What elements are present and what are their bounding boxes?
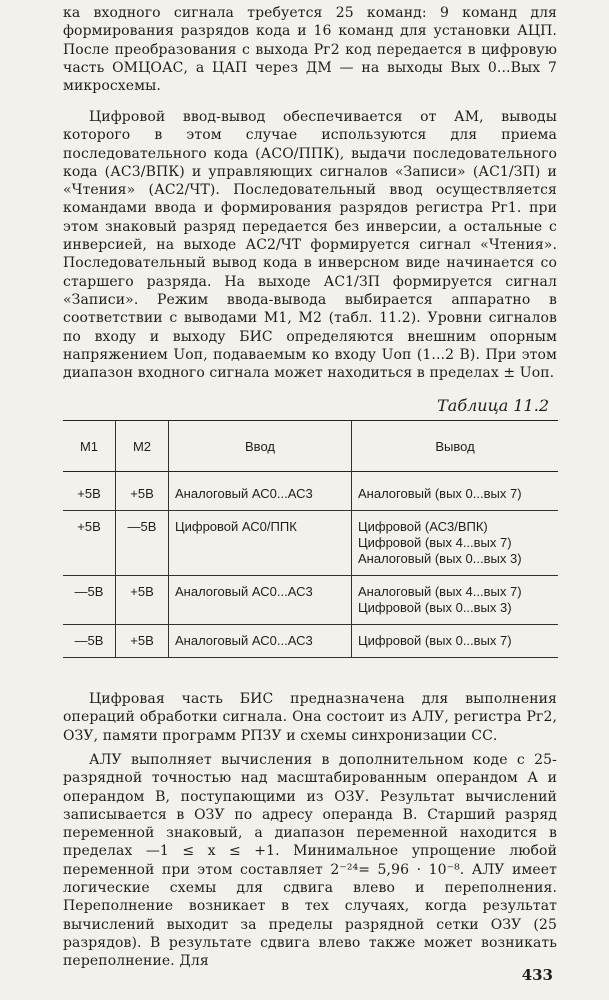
table-row	[63, 576, 558, 625]
header-input: Ввод	[169, 421, 352, 472]
output-line: Аналоговый (вых 0...вых 7)	[358, 486, 522, 501]
cell-output	[352, 576, 559, 625]
output-line: Цифровой (вых 0...вых 7)	[358, 633, 512, 648]
cell-m1: —5В	[74, 584, 104, 599]
header-output: Вывод	[352, 421, 559, 472]
paragraph-digital-io: Цифровой ввод-вывод обеспечивается от АМ, выводы которого в этом случае используются для приема последовательного кода (АСО/ППК), выдачи последовательного кода (АС3/ВПК) и управляющих сигналов «Записи» (АС1/ЗП) и «Чтения» (АС2/ЧТ). Последовательный ввод осуществляется командами ввода и формирования разрядов регистра Рг1. при этом знаковый разряд передается без инверсии, а остальные с инверсией, на выходе АС2/ЧТ формируется сигнал «Чтения». Последовательный вывод кода в инверсном виде начинается со старшего разряда. На выходе АС1/ЗП формируется сигнал «Записи». Режим ввода-вывода выбирается аппаратно в соответствии с выводами М1, М2 (табл. 11.2). Уровни сигналов по входу и выходу БИС определяются внешним опорным напряжением Uоп, подаваемым ко входу Uоп (1...2 В). При этом диапазон входного сигнала может находиться в пределах ± Uоп.	[63, 109, 557, 382]
paragraph-alu: АЛУ выполняет вычисления в дополнительном коде с 25-разрядной точностью над масштабированным операндом А и операндом В, поступающими из ОЗУ. Результат вычислений записывается в ОЗУ по адресу операнда В. Старший разряд переменной знаковый, а диапазон переменной находится в пределах —1 ≤ x ≤ +1. Минимальное упрощение любой переменной при этом составляет 2⁻²⁴= 5,96 · 10⁻⁸. АЛУ имеет логические схемы для сдвига влево и переполнения. Переполнение возникает в тех случаях, когда результат вычислений выходит за пределы разрядной сетки ОЗУ (25 разрядов). В результате сдвига влево также может возникать переполнение. Для	[63, 752, 557, 970]
table-row	[63, 472, 558, 511]
header-m2: M2	[116, 421, 169, 472]
cell-input: Цифровой АС0/ППК	[169, 511, 352, 576]
output-line: Аналоговый (вых 4...вых 7)	[358, 584, 522, 599]
page-number: 433	[521, 966, 553, 984]
cell-m1: —5В	[74, 633, 104, 648]
cell-output	[352, 472, 559, 511]
cell-m2: +5В	[116, 472, 169, 511]
cell-output	[352, 511, 559, 576]
output-line: Аналоговый (вых 0...вых 3)	[358, 551, 522, 566]
table-row	[63, 625, 558, 658]
output-line: Цифровой (вых 4...вых 7)	[358, 535, 512, 550]
paragraph-digital-part: Цифровая часть БИС предназначена для выполнения операций обработки сигнала. Она состоит из АЛУ, регистра Рг2, ОЗУ, памяти программ РПЗУ и схемы синхронизации СС.	[63, 691, 557, 744]
cell-m1: +5В	[77, 486, 101, 501]
table-row	[63, 511, 558, 576]
header-m1: M1	[79, 438, 99, 454]
cell-input: Аналоговый АС0...АС3	[169, 472, 352, 511]
paragraph-continuation: ка входного сигнала требуется 25 команд: 9 команд для формирования разрядов кода и 16 команд для установки АЦП. После преобразования с выхода Рг2 код передается в цифровую часть ОМЦОАС, а ЦАП через ДМ — на выходы Вых 0...Вых 7 микросхемы.	[63, 5, 557, 95]
cell-input: Аналоговый АС0...АС3	[169, 625, 352, 658]
cell-output	[352, 625, 559, 658]
output-line: Цифровой (вых 0...вых 3)	[358, 600, 512, 615]
cell-m1: +5В	[77, 519, 101, 534]
cell-m2: —5В	[116, 511, 169, 576]
table-caption: Таблица 11.2	[437, 396, 549, 415]
mode-table	[63, 420, 558, 658]
cell-input: Аналоговый АС0...АС3	[169, 576, 352, 625]
cell-m2: +5В	[116, 625, 169, 658]
cell-m2: +5В	[116, 576, 169, 625]
output-line: Цифровой (АС3/ВПК)	[358, 519, 488, 534]
table-header-row	[63, 421, 558, 472]
